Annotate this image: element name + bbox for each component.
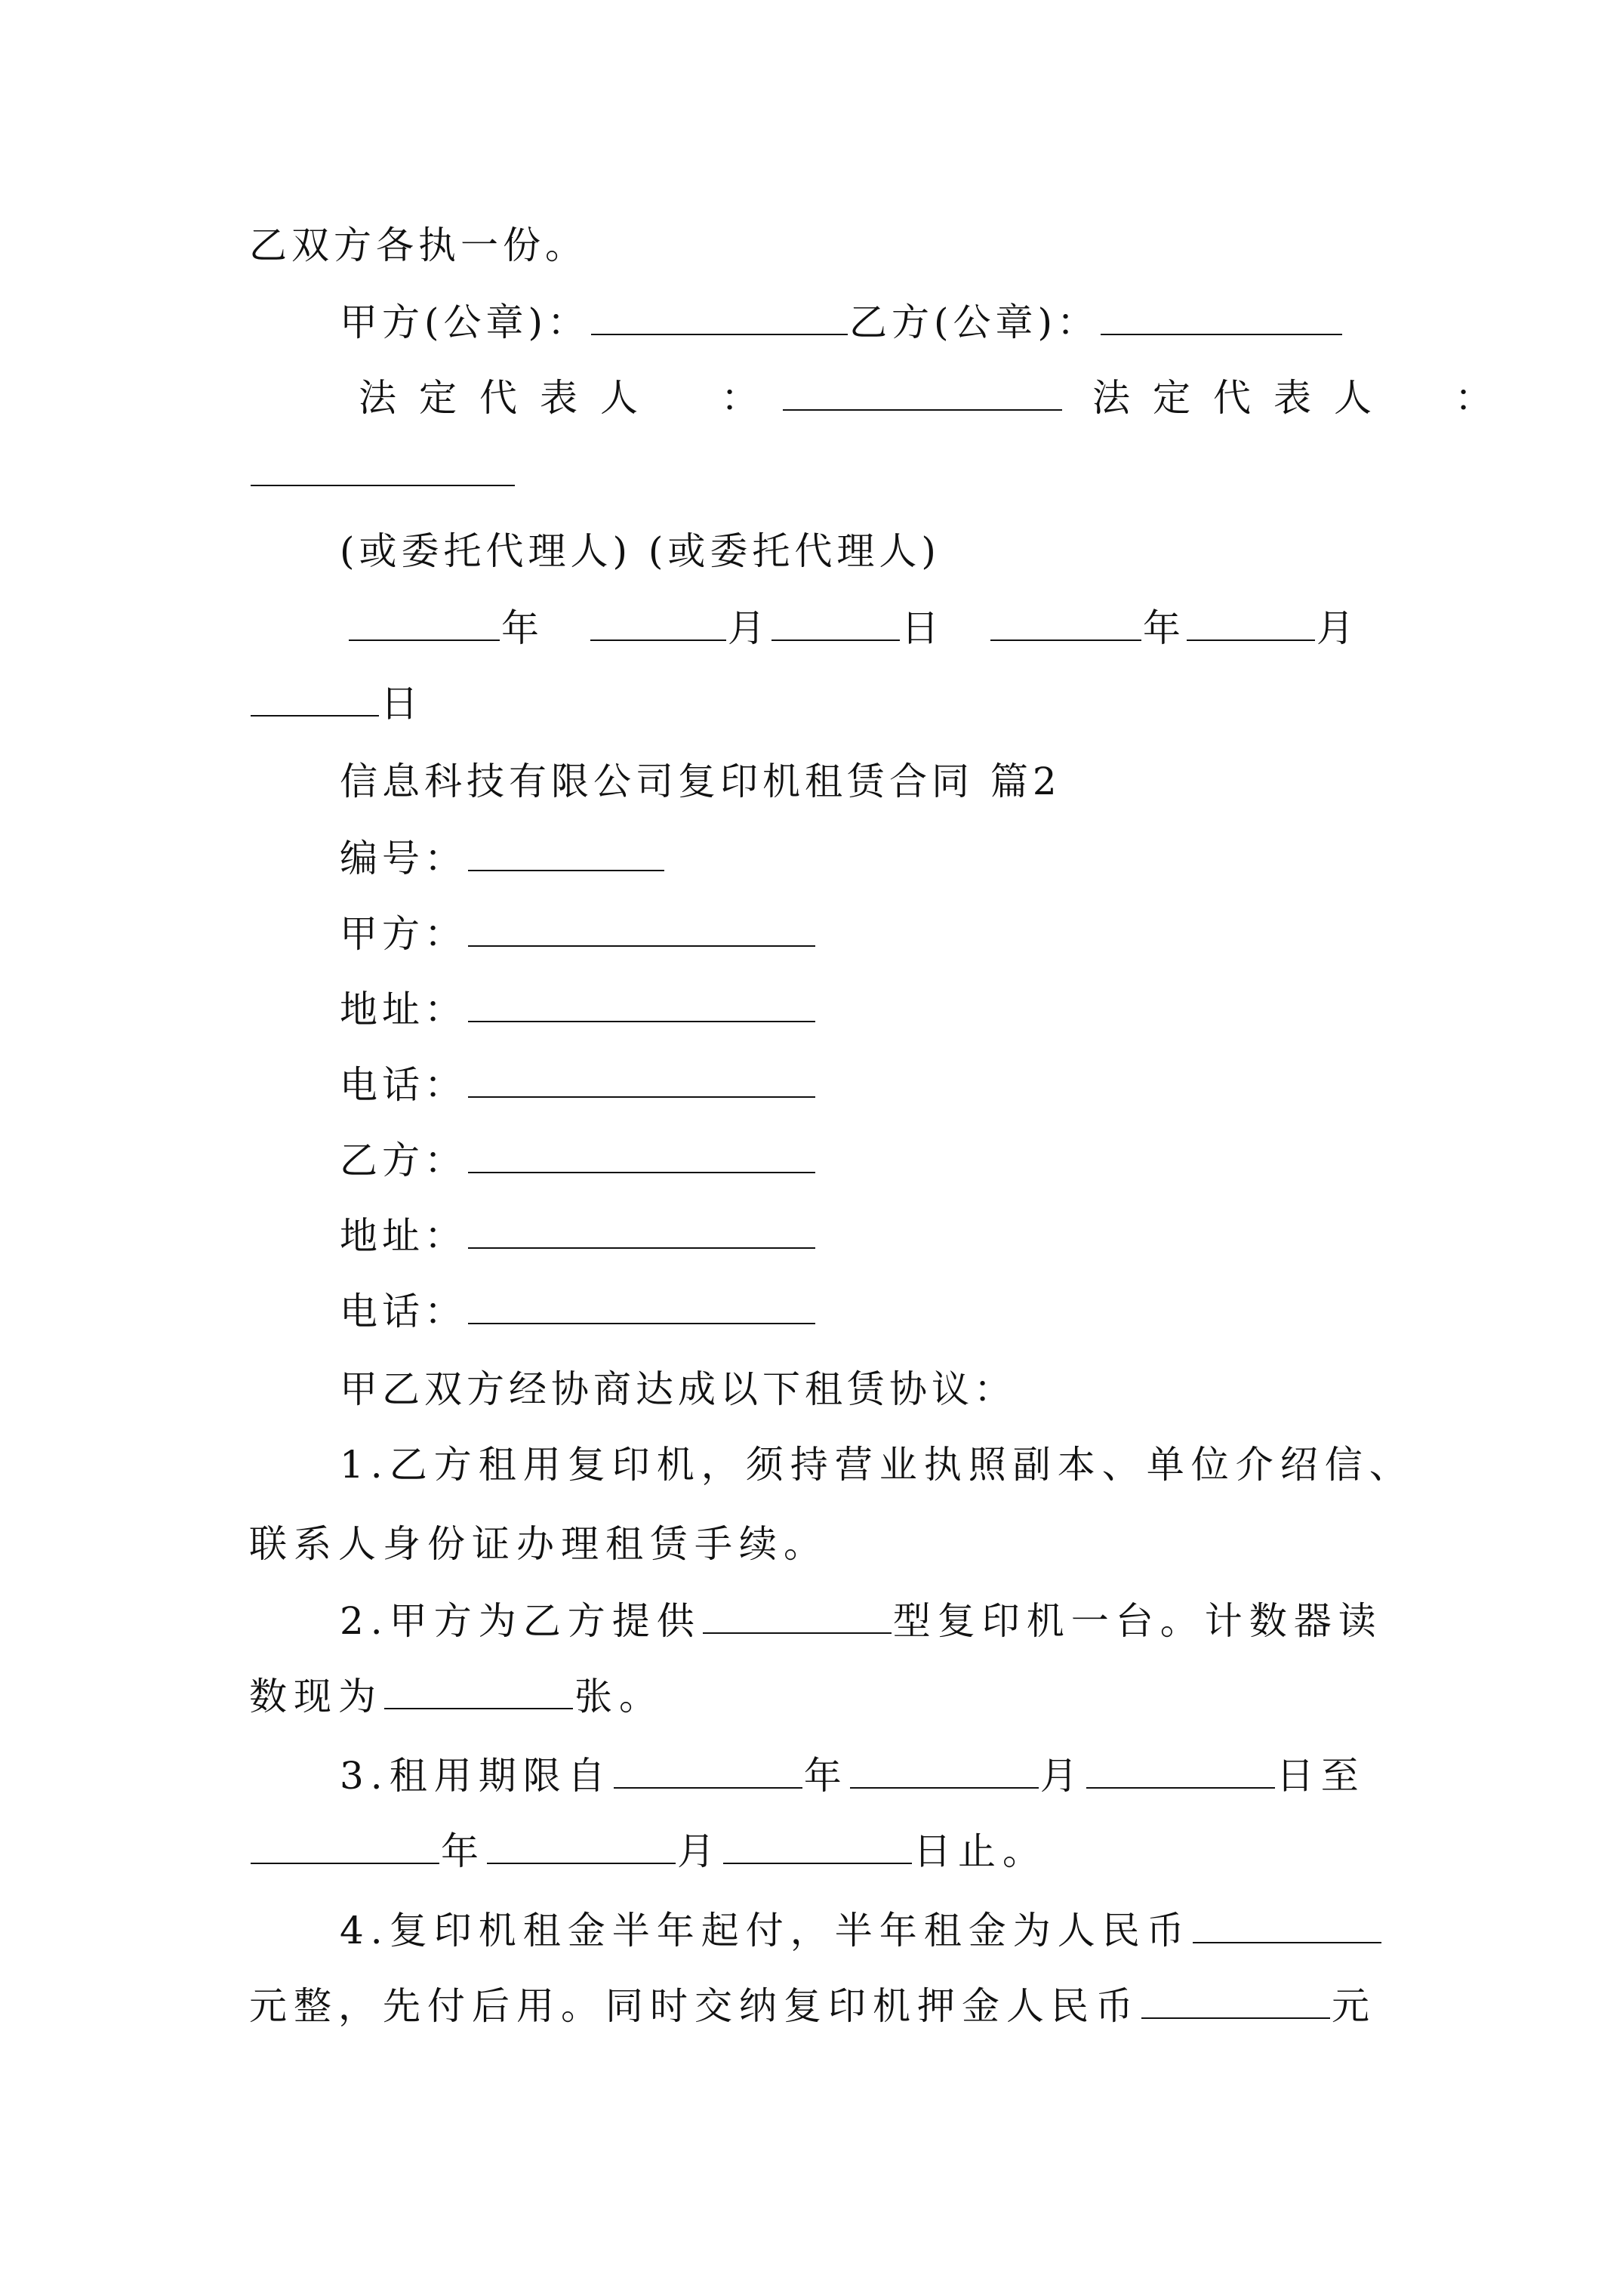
address-a-blank bbox=[468, 982, 815, 1022]
clause-4-line-1 bbox=[340, 1903, 1383, 1955]
clause-2-line-1 bbox=[340, 1593, 1383, 1646]
phone-a-label: 电话： bbox=[340, 1063, 467, 1107]
party-a-seal-blank bbox=[591, 294, 848, 335]
phone-b-label: 电话： bbox=[340, 1290, 467, 1333]
day-label: 日 bbox=[380, 682, 423, 726]
party-a-seal-label: 甲方(公章)： bbox=[340, 300, 590, 344]
clause-3-text-2: 日至 bbox=[1276, 1754, 1366, 1798]
year-label: 年 bbox=[501, 606, 544, 650]
closing-text: 乙双方各执一份。 bbox=[249, 223, 587, 267]
start-month-blank bbox=[850, 1748, 1039, 1789]
party-b-month-blank bbox=[1187, 600, 1315, 641]
party-b-year-blank bbox=[990, 600, 1141, 641]
clause-2-text-1: 2.甲方为乙方提供 bbox=[340, 1599, 701, 1643]
deposit-amount-blank bbox=[1141, 1978, 1330, 2019]
clause-3-text-1: 3.租用期限自 bbox=[340, 1754, 612, 1798]
party-a-label: 甲方： bbox=[340, 912, 467, 956]
year-label: 年 bbox=[441, 1829, 485, 1873]
month-label: 月 bbox=[727, 606, 770, 650]
agent-line bbox=[340, 525, 941, 578]
closing-line bbox=[249, 219, 587, 272]
month-label: 月 bbox=[1039, 1754, 1085, 1798]
end-month-blank bbox=[487, 1823, 676, 1864]
address-b-label: 地址： bbox=[340, 1214, 467, 1258]
party-b-day-blank bbox=[251, 676, 379, 717]
clause-1-text-2: 联系人身份证办理租赁手续。 bbox=[249, 1522, 828, 1566]
agreement-intro-text: 甲乙双方经协商达成以下租赁协议： bbox=[340, 1367, 1016, 1411]
address-b-field bbox=[340, 1208, 817, 1261]
phone-a-blank bbox=[468, 1057, 815, 1098]
clause-2-line-2 bbox=[249, 1669, 664, 1721]
party-b-legal-rep-blank bbox=[251, 445, 515, 486]
counter-blank bbox=[384, 1669, 573, 1709]
year-label: 年 bbox=[1142, 606, 1185, 650]
party-b-seal-blank bbox=[1101, 294, 1342, 335]
agreement-intro bbox=[340, 1363, 1016, 1416]
clause-2-text-3: 数现为 bbox=[249, 1675, 383, 1718]
party-a-month-blank bbox=[590, 600, 726, 641]
day-label: 日 bbox=[901, 606, 944, 650]
phone-a-field bbox=[340, 1057, 817, 1110]
start-year-blank bbox=[614, 1748, 802, 1789]
clause-4-text-2: 元整，先付后用。同时交纳复印机押金人民币 bbox=[249, 1984, 1140, 2028]
date-line bbox=[347, 600, 1359, 653]
party-a-legal-rep-blank bbox=[783, 370, 1062, 411]
seal-line bbox=[340, 294, 1344, 347]
date-continuation bbox=[249, 676, 423, 729]
agent-text: (或委托代理人) (或委托代理人) bbox=[340, 529, 941, 573]
party-b-field bbox=[340, 1133, 817, 1185]
clause-2-text-4: 张。 bbox=[574, 1675, 664, 1718]
clause-1-line-2 bbox=[249, 1518, 828, 1570]
phone-b-field bbox=[340, 1284, 817, 1336]
clause-4-text-3: 元 bbox=[1332, 1984, 1376, 2028]
clause-1-line-1 bbox=[340, 1438, 1414, 1491]
party-b-label: 乙方： bbox=[340, 1139, 467, 1182]
address-a-label: 地址： bbox=[340, 988, 467, 1031]
clause-4-text-1: 4.复印机租金半年起付，半年租金为人民币 bbox=[340, 1909, 1191, 1952]
end-year-blank bbox=[251, 1823, 439, 1864]
address-b-blank bbox=[468, 1208, 815, 1249]
month-label: 月 bbox=[1316, 606, 1359, 650]
clause-3-line-1 bbox=[340, 1748, 1366, 1801]
end-day-blank bbox=[723, 1823, 912, 1864]
party-a-legal-rep-label: 法定代表人 ： bbox=[359, 376, 781, 420]
rent-amount-blank bbox=[1193, 1903, 1381, 1943]
month-label: 月 bbox=[677, 1829, 722, 1873]
party-b-legal-rep-label: 法定代表人 ： bbox=[1092, 376, 1515, 420]
party-a-blank bbox=[468, 906, 815, 947]
phone-b-blank bbox=[468, 1284, 815, 1324]
address-a-field bbox=[340, 982, 817, 1034]
legal-rep-continuation bbox=[249, 445, 516, 498]
clause-3-text-3: 日止。 bbox=[913, 1829, 1047, 1873]
model-blank bbox=[703, 1593, 892, 1634]
clause-2-text-2: 型复印机一台。计数器读 bbox=[892, 1599, 1383, 1643]
start-day-blank bbox=[1086, 1748, 1275, 1789]
party-a-field bbox=[340, 906, 817, 959]
clause-4-line-2 bbox=[249, 1978, 1376, 2031]
party-a-year-blank bbox=[349, 600, 500, 641]
contract-title-text: 信息科技有限公司复印机租赁合同 篇2 bbox=[340, 760, 1061, 803]
number-label: 编号： bbox=[340, 837, 467, 880]
party-b-seal-label: 乙方(公章)： bbox=[849, 300, 1100, 344]
number-blank bbox=[468, 831, 664, 871]
contract-title bbox=[340, 755, 1061, 808]
number-field bbox=[340, 831, 666, 883]
party-b-blank bbox=[468, 1133, 815, 1173]
legal-rep-line bbox=[359, 370, 1515, 423]
clause-1-text-1: 1.乙方租用复印机，须持营业执照副本、单位介绍信、 bbox=[340, 1443, 1414, 1487]
party-a-day-blank bbox=[771, 600, 900, 641]
year-label: 年 bbox=[803, 1754, 848, 1798]
clause-3-line-2 bbox=[249, 1823, 1047, 1876]
